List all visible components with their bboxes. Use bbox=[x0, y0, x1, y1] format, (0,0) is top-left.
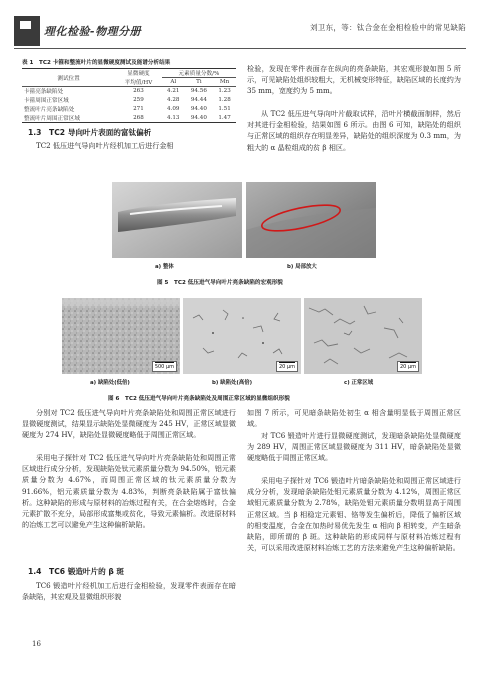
running-title: 刘卫东，等：钛合金在金相检验中的常见缺陷 bbox=[310, 23, 466, 32]
paragraph-right-4: 对 TC6 锻造叶片进行显微硬度测试，发现暗条缺陷处显微硬度为 289 HV，周围正常区域显微硬度为 311 HV，暗条缺陷处显微硬度略低于周围正常区域。 bbox=[247, 431, 461, 463]
cell-mn: 1.47 bbox=[213, 114, 236, 123]
cell-mn: 1.28 bbox=[218, 97, 231, 103]
paragraph-right-2: 从 TC2 低压进气导向叶片截取试样，沿叶片横截面制样，然后对其进行金相检验，结果如图 6 所示。由图 6 可知，缺陷处的组织与正常区域的组织存在明显差异，缺陷处的组织深度为 0.3 mm，为粗大的 α 晶粒组成的贫 β 相区。 bbox=[247, 109, 461, 152]
figure-6c-micrograph bbox=[304, 298, 422, 374]
figure-5a-photo bbox=[112, 182, 242, 258]
paragraph-1-4-intro: TC6 锻造叶片经机加工后进行金相检验，发现零件表面存在暗条缺陷，其宏观及显微组织形貌 bbox=[22, 581, 236, 602]
table-header-ti: Ti bbox=[185, 78, 213, 87]
table-header-hardness-1: 显微硬度 bbox=[115, 69, 162, 78]
figure-5b-photo bbox=[246, 182, 376, 258]
cell-ti: 94.44 bbox=[190, 97, 207, 103]
figure-5b-label: b) 局部放大 bbox=[287, 264, 317, 270]
table-row bbox=[22, 114, 236, 123]
table-header-hardness-2: 平均值/HV bbox=[115, 78, 162, 87]
figure-6b-micrograph bbox=[183, 298, 301, 374]
page-number: 16 bbox=[32, 640, 41, 648]
journal-logo bbox=[14, 16, 164, 46]
cell-position: 卡箍亮条缺陷处 bbox=[24, 89, 64, 96]
cell-ti: 94.40 bbox=[190, 106, 207, 112]
table-caption: 表 1 TC2 卡箍和整流叶片的显微硬度测试及能谱分析结果 bbox=[22, 60, 171, 66]
figure-5-caption: 图 5 TC2 低压进气导向叶片亮条缺陷的宏观形貌 bbox=[157, 280, 283, 286]
table-row bbox=[22, 96, 236, 105]
journal-logo-text: 理化检验-物理分册 bbox=[44, 25, 142, 38]
cell-al: 4.28 bbox=[167, 97, 180, 103]
cell-mn: 1.51 bbox=[218, 106, 231, 112]
scale-bar-c: 20 μm bbox=[397, 361, 419, 372]
figure-6a-micrograph bbox=[62, 298, 180, 374]
figure-6a-label: a) 缺陷处(低倍) bbox=[90, 380, 130, 386]
cell-al: 4.21 bbox=[167, 88, 180, 95]
section-heading-1-3: 1.3 TC2 导向叶片表面的富钛偏析 bbox=[28, 128, 152, 137]
paragraph-right-3: 如图 7 所示，可见暗条缺陷处初生 α 相含量明显低于周围正常区域。 bbox=[247, 408, 461, 429]
paragraph-left-probe: 采用电子探针对 TC2 低压进气导向叶片亮条缺陷处和周围正常区域进行成分分析，发现缺陷处钛元素质量分数为 94.50%，铝元素质量分数为 4.67%，而周围正常区域的钛元素质量分数为 91.66%，铝元素质量分数为 4.83%，判断亮条缺陷属于富钛偏析。这种缺陷的形成与原材料的冶炼过程有关，在合金熔炼时，合金元素扩散不充分，局部形成富集或贫化，导致元素偏析。改进原材料的冶炼工艺可以避免产生这种偏析缺陷。 bbox=[22, 453, 236, 530]
figure-6-caption: 图 6 TC2 低压进气导向叶片亮条缺陷处及周围正常区域的显微组织形貌 bbox=[108, 396, 290, 402]
paragraph-right-5: 采用电子探针对 TC6 锻造叶片暗条缺陷处和周围正常区域进行成分分析，发现暗条缺陷处钼元素质量分数为 4.12%，周围正常区域钼元素质量分数为 2.78%，缺陷处钼元素质量分数明显高于周围正常区域。当 β 相稳定元素钼、铬等发生偏析后，降低了偏析区域的相变温度，合金在加热时易优先发生 α 相向 β 相转变，产生暗条缺陷，即所谓的 β 斑。这种缺陷的形成同样与原材料冶炼过程有关，可以采用改进原材料冶炼工艺的方法来避免产生这种偏析缺陷。 bbox=[247, 476, 461, 553]
cell-position: 卡箍周围正常区域 bbox=[24, 98, 69, 104]
cell-position: 整流叶片亮条缺陷处 bbox=[24, 107, 75, 113]
cell-position: 整流叶片周围正常区域 bbox=[22, 114, 115, 123]
cell-mn: 1.23 bbox=[218, 88, 231, 95]
cell-ti: 94.40 bbox=[185, 114, 213, 123]
table-header-mn: Mn bbox=[213, 78, 236, 87]
scale-bar-b: 20 μm bbox=[276, 361, 298, 372]
cell-hv: 268 bbox=[115, 114, 162, 123]
cell-ti: 94.56 bbox=[190, 88, 207, 95]
cell-al: 4.13 bbox=[162, 114, 185, 123]
table-header-position: 测试位置 bbox=[22, 69, 115, 87]
scale-bar-a: 500 μm bbox=[152, 361, 177, 372]
cell-hv: 263 bbox=[133, 88, 144, 95]
defect-closeup-image bbox=[246, 182, 376, 258]
cell-al: 4.09 bbox=[167, 106, 180, 112]
blade-overview-image bbox=[112, 182, 242, 258]
figure-6c-label: c) 正常区域 bbox=[344, 380, 374, 386]
section-heading-1-4: 1.4 TC6 锻造叶片的 β 斑 bbox=[28, 567, 125, 576]
table-1 bbox=[22, 68, 236, 123]
table-header-element-group: 元素质量分数/% bbox=[162, 69, 236, 78]
paragraph-1-3-intro: TC2 低压进气导向叶片经机加工后进行金相 bbox=[36, 141, 174, 150]
table-header-al: Al bbox=[162, 78, 185, 87]
header-divider bbox=[14, 48, 466, 49]
paragraph-left-hardness: 分别对 TC2 低压进气导向叶片亮条缺陷处和周围正常区域进行显微硬度测试，结果显示缺陷处显微硬度为 245 HV，正常区域显微硬度为 274 HV，缺陷处显微硬度略低于周围正常区域。 bbox=[22, 408, 236, 440]
cell-hv: 259 bbox=[133, 97, 144, 103]
figure-5a-label: a) 整体 bbox=[155, 264, 174, 270]
paragraph-right-1: 检验，发现在零件表面存在纵向的亮条缺陷，其宏观形貌如图 5 所示，可见缺陷处组织较粗大，无机械变形特征，缺陷区域的长度约为 35 mm，宽度约为 5 mm。 bbox=[247, 64, 461, 96]
figure-6b-label: b) 缺陷处(高倍) bbox=[212, 380, 253, 386]
cell-hv: 271 bbox=[133, 106, 144, 112]
table-row bbox=[22, 105, 236, 114]
journal-logo-mark bbox=[14, 16, 40, 46]
table-row bbox=[22, 87, 236, 96]
